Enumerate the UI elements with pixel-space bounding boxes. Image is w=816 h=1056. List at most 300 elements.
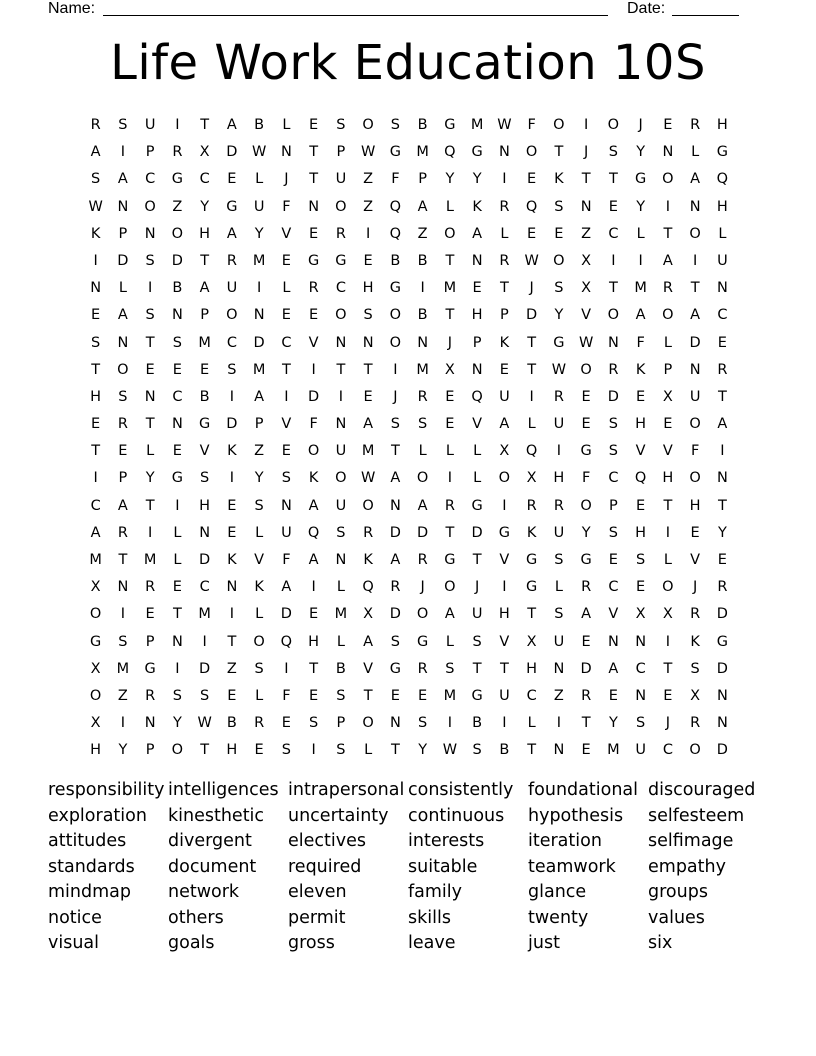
- grid-letter[interactable]: L: [282, 117, 291, 133]
- grid-letter[interactable]: C: [145, 171, 156, 188]
- grid-letter[interactable]: E: [472, 280, 482, 297]
- grid-letter[interactable]: N: [308, 198, 320, 215]
- grid-letter[interactable]: O: [144, 198, 156, 215]
- grid-letter[interactable]: O: [525, 144, 538, 161]
- grid-letter[interactable]: F: [391, 171, 400, 188]
- grid-letter[interactable]: L: [336, 633, 345, 650]
- grid-letter[interactable]: L: [336, 579, 345, 596]
- grid-letter[interactable]: S: [172, 687, 182, 704]
- grid-letter[interactable]: O: [662, 171, 674, 188]
- grid-letter[interactable]: P: [336, 715, 346, 732]
- grid-letter[interactable]: E: [281, 443, 291, 460]
- grid-letter[interactable]: T: [390, 443, 400, 460]
- grid-letter[interactable]: N: [144, 715, 156, 732]
- grid-letter[interactable]: S: [118, 117, 128, 133]
- grid-letter[interactable]: Z: [363, 171, 374, 188]
- grid-letter[interactable]: P: [418, 171, 427, 188]
- grid-letter[interactable]: R: [90, 117, 101, 133]
- grid-letter[interactable]: N: [716, 280, 728, 297]
- grid-letter[interactable]: U: [553, 633, 565, 650]
- grid-letter[interactable]: T: [445, 252, 455, 269]
- grid-letter[interactable]: A: [90, 524, 101, 541]
- grid-letter[interactable]: T: [91, 361, 101, 378]
- grid-letter[interactable]: I: [447, 715, 453, 732]
- grid-letter[interactable]: S: [608, 144, 618, 161]
- grid-letter[interactable]: E: [608, 687, 618, 704]
- grid-letter[interactable]: S: [336, 687, 346, 704]
- grid-letter[interactable]: F: [690, 443, 700, 460]
- grid-letter[interactable]: N: [280, 144, 292, 161]
- grid-letter[interactable]: N: [171, 633, 183, 650]
- grid-letter[interactable]: X: [581, 280, 592, 297]
- grid-letter[interactable]: P: [609, 497, 618, 514]
- grid-letter[interactable]: A: [662, 252, 673, 269]
- grid-letter[interactable]: D: [308, 388, 320, 405]
- grid-letter[interactable]: D: [389, 524, 401, 541]
- grid-letter[interactable]: U: [499, 388, 510, 405]
- grid-letter[interactable]: F: [282, 198, 291, 215]
- grid-letter[interactable]: I: [393, 361, 398, 378]
- grid-letter[interactable]: E: [309, 117, 319, 133]
- grid-letter[interactable]: G: [580, 552, 592, 568]
- grid-letter[interactable]: L: [445, 198, 454, 215]
- grid-letter[interactable]: N: [144, 388, 156, 405]
- grid-letter[interactable]: S: [418, 715, 428, 732]
- grid-letter[interactable]: D: [580, 660, 592, 677]
- grid-letter[interactable]: O: [335, 470, 347, 487]
- grid-letter[interactable]: K: [90, 225, 101, 242]
- grid-letter[interactable]: C: [172, 388, 183, 405]
- grid-letter[interactable]: X: [363, 606, 374, 623]
- grid-letter[interactable]: T: [717, 388, 727, 405]
- grid-letter[interactable]: I: [338, 388, 344, 405]
- grid-letter[interactable]: N: [716, 715, 728, 732]
- grid-letter[interactable]: T: [663, 660, 673, 677]
- grid-letter[interactable]: T: [581, 715, 591, 732]
- grid-letter[interactable]: L: [255, 687, 264, 704]
- grid-letter[interactable]: T: [663, 225, 673, 242]
- grid-letter[interactable]: E: [309, 687, 319, 704]
- grid-letter[interactable]: Y: [418, 742, 428, 759]
- grid-letter[interactable]: N: [362, 334, 374, 351]
- grid-letter[interactable]: R: [226, 252, 237, 269]
- grid-letter[interactable]: P: [118, 225, 128, 242]
- grid-letter[interactable]: G: [308, 252, 320, 269]
- grid-letter[interactable]: E: [636, 388, 646, 405]
- grid-letter[interactable]: E: [227, 497, 237, 514]
- grid-letter[interactable]: T: [663, 497, 673, 514]
- grid-letter[interactable]: T: [527, 361, 537, 378]
- grid-letter[interactable]: O: [253, 633, 265, 650]
- grid-letter[interactable]: F: [581, 470, 591, 487]
- grid-letter[interactable]: H: [498, 606, 510, 623]
- grid-letter[interactable]: G: [226, 198, 238, 215]
- grid-letter[interactable]: L: [500, 225, 509, 242]
- grid-letter[interactable]: T: [172, 606, 182, 623]
- grid-letter[interactable]: E: [172, 361, 182, 378]
- grid-letter[interactable]: T: [554, 144, 564, 161]
- grid-letter[interactable]: Q: [389, 198, 402, 215]
- grid-letter[interactable]: X: [90, 660, 101, 677]
- grid-letter[interactable]: W: [360, 144, 376, 161]
- grid-letter[interactable]: I: [502, 171, 507, 188]
- grid-letter[interactable]: Z: [226, 660, 237, 677]
- grid-letter[interactable]: O: [362, 497, 374, 514]
- grid-letter[interactable]: X: [526, 470, 537, 487]
- grid-letter[interactable]: S: [281, 742, 291, 759]
- grid-letter[interactable]: P: [145, 633, 155, 650]
- grid-letter[interactable]: N: [607, 633, 619, 650]
- grid-letter[interactable]: O: [553, 252, 565, 269]
- grid-letter[interactable]: O: [689, 416, 701, 433]
- grid-letter[interactable]: D: [199, 660, 211, 677]
- grid-letter[interactable]: Y: [200, 198, 210, 215]
- grid-letter[interactable]: L: [173, 552, 182, 568]
- grid-letter[interactable]: M: [252, 252, 266, 269]
- grid-letter[interactable]: R: [608, 361, 619, 378]
- grid-letter[interactable]: M: [416, 361, 429, 378]
- grid-letter[interactable]: T: [200, 117, 210, 133]
- grid-letter[interactable]: G: [90, 633, 102, 650]
- grid-letter[interactable]: T: [145, 497, 155, 514]
- grid-letter[interactable]: E: [527, 225, 537, 242]
- grid-letter[interactable]: C: [717, 307, 728, 324]
- grid-letter[interactable]: D: [689, 334, 701, 351]
- grid-letter[interactable]: A: [581, 606, 592, 623]
- grid-letter[interactable]: N: [389, 715, 401, 732]
- grid-letter[interactable]: I: [311, 579, 316, 596]
- grid-letter[interactable]: Q: [525, 443, 538, 460]
- grid-letter[interactable]: N: [335, 334, 347, 351]
- grid-letter[interactable]: Y: [118, 742, 128, 759]
- grid-letter[interactable]: M: [361, 443, 375, 460]
- grid-letter[interactable]: V: [690, 552, 701, 568]
- grid-letter[interactable]: W: [524, 252, 539, 269]
- grid-letter[interactable]: N: [716, 687, 728, 704]
- grid-letter[interactable]: A: [417, 198, 428, 215]
- grid-letter[interactable]: J: [420, 579, 425, 596]
- grid-letter[interactable]: M: [198, 606, 211, 623]
- grid-letter[interactable]: O: [171, 742, 184, 759]
- grid-letter[interactable]: E: [636, 497, 646, 514]
- grid-letter[interactable]: T: [336, 361, 346, 378]
- grid-letter[interactable]: T: [363, 361, 373, 378]
- grid-letter[interactable]: Y: [145, 470, 155, 487]
- grid-letter[interactable]: E: [499, 361, 509, 378]
- grid-letter[interactable]: O: [335, 198, 347, 215]
- grid-letter[interactable]: N: [389, 497, 401, 514]
- grid-letter[interactable]: N: [580, 198, 592, 215]
- grid-letter[interactable]: X: [635, 606, 646, 623]
- grid-letter[interactable]: D: [607, 388, 619, 405]
- grid-letter[interactable]: I: [529, 388, 534, 405]
- grid-letter[interactable]: E: [663, 117, 673, 133]
- grid-letter[interactable]: K: [227, 552, 237, 568]
- grid-letter[interactable]: Y: [636, 198, 646, 215]
- grid-letter[interactable]: N: [226, 579, 238, 596]
- grid-letter[interactable]: E: [663, 687, 673, 704]
- grid-letter[interactable]: K: [308, 470, 319, 487]
- grid-letter[interactable]: Y: [445, 171, 455, 188]
- grid-letter[interactable]: Z: [254, 443, 265, 460]
- grid-letter[interactable]: U: [499, 687, 510, 704]
- grid-letter[interactable]: N: [498, 144, 510, 161]
- grid-letter[interactable]: N: [553, 660, 565, 677]
- grid-letter[interactable]: L: [527, 416, 536, 433]
- grid-letter[interactable]: K: [363, 552, 373, 568]
- grid-letter[interactable]: I: [420, 280, 425, 297]
- grid-letter[interactable]: E: [636, 579, 646, 596]
- grid-letter[interactable]: X: [581, 252, 592, 269]
- grid-letter[interactable]: B: [172, 280, 183, 297]
- grid-letter[interactable]: I: [502, 579, 507, 596]
- grid-letter[interactable]: N: [144, 225, 156, 242]
- grid-letter[interactable]: L: [118, 280, 127, 297]
- grid-letter[interactable]: S: [390, 633, 400, 650]
- grid-letter[interactable]: I: [229, 606, 235, 623]
- grid-letter[interactable]: I: [638, 252, 643, 269]
- grid-letter[interactable]: C: [608, 579, 619, 596]
- grid-letter[interactable]: D: [253, 334, 265, 351]
- grid-letter[interactable]: S: [336, 117, 346, 133]
- grid-letter[interactable]: V: [499, 552, 510, 568]
- grid-letter[interactable]: O: [689, 225, 701, 242]
- grid-letter[interactable]: U: [335, 171, 347, 188]
- grid-letter[interactable]: U: [689, 388, 701, 405]
- grid-letter[interactable]: T: [145, 334, 155, 351]
- date-blank-line[interactable]: [672, 15, 739, 16]
- grid-letter[interactable]: Y: [636, 144, 646, 161]
- grid-letter[interactable]: E: [717, 552, 727, 568]
- grid-letter[interactable]: R: [145, 579, 156, 596]
- grid-letter[interactable]: V: [499, 633, 510, 650]
- grid-letter[interactable]: B: [335, 660, 346, 677]
- grid-letter[interactable]: D: [171, 252, 183, 269]
- grid-letter[interactable]: F: [282, 552, 291, 568]
- grid-letter[interactable]: G: [335, 252, 347, 269]
- grid-letter[interactable]: A: [608, 660, 619, 677]
- grid-letter[interactable]: A: [254, 388, 265, 405]
- grid-letter[interactable]: A: [390, 552, 401, 568]
- grid-letter[interactable]: A: [499, 416, 510, 433]
- grid-letter[interactable]: W: [497, 117, 512, 133]
- grid-letter[interactable]: V: [472, 416, 483, 433]
- grid-letter[interactable]: T: [690, 280, 700, 297]
- grid-letter[interactable]: O: [553, 117, 565, 133]
- grid-letter[interactable]: C: [199, 579, 210, 596]
- grid-letter[interactable]: G: [526, 579, 538, 596]
- grid-letter[interactable]: H: [199, 497, 211, 514]
- grid-letter[interactable]: M: [89, 552, 102, 568]
- grid-letter[interactable]: C: [662, 742, 673, 759]
- grid-letter[interactable]: L: [255, 524, 264, 541]
- grid-letter[interactable]: D: [117, 252, 129, 269]
- grid-letter[interactable]: L: [663, 334, 672, 351]
- grid-letter[interactable]: G: [389, 660, 401, 677]
- grid-letter[interactable]: V: [281, 225, 292, 242]
- grid-letter[interactable]: T: [717, 497, 727, 514]
- grid-letter[interactable]: S: [254, 660, 264, 677]
- grid-letter[interactable]: Z: [553, 687, 564, 704]
- grid-letter[interactable]: I: [175, 117, 180, 133]
- grid-letter[interactable]: R: [117, 416, 128, 433]
- grid-letter[interactable]: J: [393, 388, 398, 405]
- grid-letter[interactable]: E: [172, 443, 182, 460]
- grid-letter[interactable]: E: [445, 416, 455, 433]
- grid-letter[interactable]: S: [254, 497, 264, 514]
- grid-letter[interactable]: U: [281, 524, 292, 541]
- grid-letter[interactable]: T: [527, 334, 537, 351]
- grid-letter[interactable]: C: [608, 225, 619, 242]
- grid-letter[interactable]: T: [281, 361, 291, 378]
- grid-letter[interactable]: E: [145, 361, 155, 378]
- grid-letter[interactable]: A: [690, 307, 701, 324]
- grid-letter[interactable]: T: [227, 633, 237, 650]
- grid-letter[interactable]: E: [581, 633, 591, 650]
- grid-letter[interactable]: O: [580, 361, 592, 378]
- grid-letter[interactable]: S: [145, 307, 155, 324]
- grid-letter[interactable]: E: [281, 715, 291, 732]
- grid-letter[interactable]: A: [472, 225, 483, 242]
- grid-letter[interactable]: V: [363, 660, 374, 677]
- grid-letter[interactable]: A: [199, 280, 210, 297]
- grid-letter[interactable]: B: [226, 715, 237, 732]
- grid-letter[interactable]: T: [472, 660, 482, 677]
- grid-letter[interactable]: L: [173, 524, 182, 541]
- grid-letter[interactable]: E: [309, 225, 319, 242]
- grid-letter[interactable]: O: [335, 307, 347, 324]
- grid-letter[interactable]: Y: [581, 524, 591, 541]
- grid-letter[interactable]: E: [418, 687, 428, 704]
- grid-letter[interactable]: C: [226, 334, 237, 351]
- grid-letter[interactable]: J: [638, 117, 643, 133]
- grid-letter[interactable]: P: [472, 334, 482, 351]
- grid-letter[interactable]: A: [226, 225, 237, 242]
- grid-letter[interactable]: N: [689, 361, 701, 378]
- grid-letter[interactable]: I: [365, 225, 371, 242]
- grid-letter[interactable]: V: [635, 443, 646, 460]
- grid-letter[interactable]: A: [363, 633, 374, 650]
- grid-letter[interactable]: A: [308, 552, 319, 568]
- grid-letter[interactable]: G: [635, 171, 647, 188]
- grid-letter[interactable]: W: [88, 198, 103, 215]
- grid-letter[interactable]: S: [91, 171, 101, 188]
- grid-letter[interactable]: P: [200, 307, 209, 324]
- grid-letter[interactable]: L: [527, 715, 536, 732]
- grid-letter[interactable]: G: [171, 470, 183, 487]
- grid-letter[interactable]: L: [663, 552, 672, 568]
- grid-letter[interactable]: I: [147, 524, 153, 541]
- grid-letter[interactable]: D: [716, 660, 728, 677]
- grid-letter[interactable]: K: [635, 361, 646, 378]
- grid-letter[interactable]: Q: [362, 579, 374, 596]
- grid-letter[interactable]: O: [444, 225, 456, 242]
- grid-letter[interactable]: G: [444, 117, 456, 133]
- grid-letter[interactable]: E: [390, 687, 400, 704]
- grid-letter[interactable]: T: [581, 171, 591, 188]
- grid-letter[interactable]: O: [580, 497, 592, 514]
- grid-letter[interactable]: S: [554, 280, 564, 297]
- grid-letter[interactable]: S: [363, 307, 373, 324]
- grid-letter[interactable]: M: [607, 742, 620, 759]
- grid-letter[interactable]: I: [93, 470, 98, 487]
- grid-letter[interactable]: I: [284, 660, 289, 677]
- grid-letter[interactable]: R: [717, 579, 728, 596]
- grid-letter[interactable]: V: [662, 443, 673, 460]
- grid-letter[interactable]: H: [635, 416, 647, 433]
- grid-letter[interactable]: I: [175, 660, 180, 677]
- grid-letter[interactable]: F: [527, 117, 536, 133]
- grid-letter[interactable]: L: [282, 280, 291, 297]
- grid-letter[interactable]: I: [175, 497, 180, 514]
- grid-letter[interactable]: K: [499, 334, 510, 351]
- grid-letter[interactable]: P: [254, 416, 264, 433]
- grid-letter[interactable]: R: [526, 497, 537, 514]
- grid-letter[interactable]: H: [635, 524, 647, 541]
- grid-letter[interactable]: Z: [363, 198, 374, 215]
- grid-letter[interactable]: I: [311, 742, 316, 759]
- grid-letter[interactable]: L: [691, 144, 700, 161]
- grid-letter[interactable]: X: [199, 144, 210, 161]
- grid-letter[interactable]: P: [663, 361, 673, 378]
- grid-letter[interactable]: R: [172, 144, 183, 161]
- grid-letter[interactable]: Q: [525, 198, 538, 215]
- grid-letter[interactable]: L: [445, 633, 454, 650]
- grid-letter[interactable]: T: [309, 171, 319, 188]
- grid-letter[interactable]: U: [226, 280, 238, 297]
- grid-letter[interactable]: T: [499, 280, 509, 297]
- grid-letter[interactable]: Q: [389, 225, 402, 242]
- grid-letter[interactable]: S: [309, 715, 319, 732]
- grid-letter[interactable]: S: [227, 361, 237, 378]
- grid-letter[interactable]: I: [583, 117, 589, 133]
- grid-letter[interactable]: N: [607, 334, 619, 351]
- grid-letter[interactable]: G: [471, 144, 483, 161]
- grid-letter[interactable]: R: [553, 497, 564, 514]
- grid-letter[interactable]: T: [145, 416, 155, 433]
- grid-letter[interactable]: O: [307, 443, 320, 460]
- grid-letter[interactable]: S: [200, 470, 210, 487]
- grid-letter[interactable]: I: [256, 280, 262, 297]
- grid-letter[interactable]: L: [255, 606, 264, 623]
- grid-letter[interactable]: S: [554, 552, 564, 568]
- grid-letter[interactable]: L: [255, 171, 264, 188]
- grid-letter[interactable]: Z: [117, 687, 128, 704]
- grid-letter[interactable]: T: [527, 606, 537, 623]
- grid-letter[interactable]: U: [635, 742, 646, 759]
- grid-letter[interactable]: E: [309, 307, 319, 324]
- grid-letter[interactable]: O: [389, 334, 402, 351]
- grid-letter[interactable]: D: [226, 144, 238, 161]
- grid-letter[interactable]: I: [665, 198, 671, 215]
- grid-letter[interactable]: L: [364, 742, 373, 759]
- grid-letter[interactable]: M: [416, 144, 429, 161]
- grid-letter[interactable]: R: [581, 687, 592, 704]
- grid-letter[interactable]: E: [527, 171, 537, 188]
- grid-letter[interactable]: Y: [608, 715, 618, 732]
- grid-letter[interactable]: D: [716, 606, 728, 623]
- grid-letter[interactable]: O: [117, 361, 129, 378]
- grid-letter[interactable]: L: [554, 579, 563, 596]
- grid-letter[interactable]: R: [145, 687, 156, 704]
- grid-letter[interactable]: S: [390, 416, 400, 433]
- grid-letter[interactable]: I: [692, 252, 698, 269]
- grid-letter[interactable]: Z: [581, 225, 592, 242]
- grid-letter[interactable]: J: [284, 171, 289, 188]
- grid-letter[interactable]: K: [526, 524, 537, 541]
- grid-letter[interactable]: I: [120, 715, 126, 732]
- grid-letter[interactable]: N: [689, 198, 701, 215]
